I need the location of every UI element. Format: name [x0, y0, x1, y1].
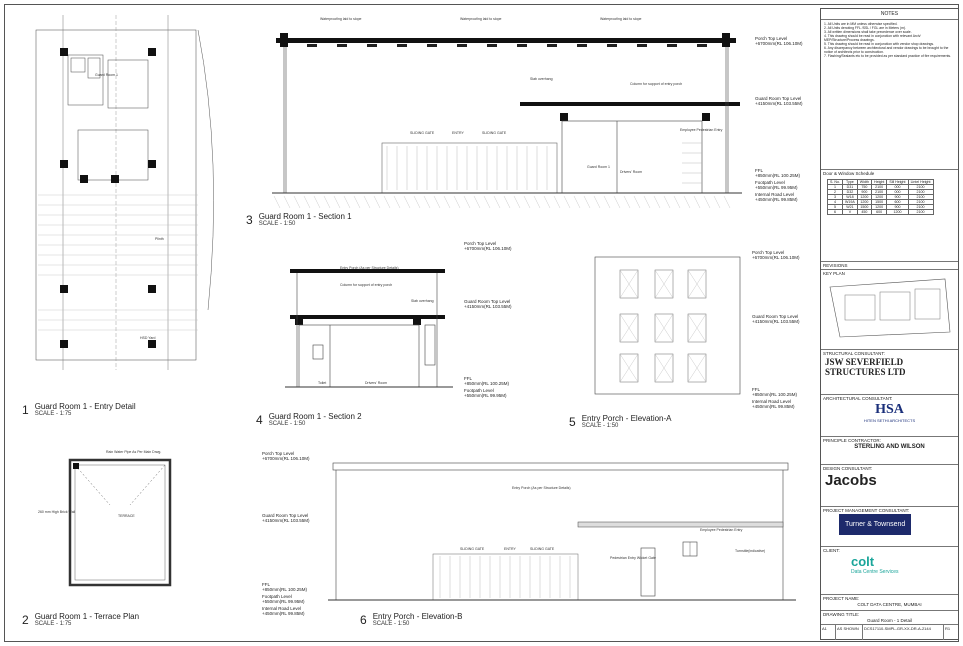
- notes-list: [821, 20, 958, 58]
- client-subtitle: Data Centre Services: [851, 569, 899, 575]
- section2-label-drivers: Drivers' Room: [365, 381, 388, 385]
- schedule-cell: 450: [857, 210, 871, 215]
- schedule-cell: 1200: [871, 205, 886, 210]
- view-number: 3: [246, 212, 253, 227]
- schedule-cell: 2100: [908, 200, 933, 205]
- section1-label-column: Column for support of entry porch: [630, 82, 683, 86]
- note-item: 7. Flashing/Sealants etc to be provided as per standard practice of fire requirements.: [824, 54, 952, 58]
- view-number: 1: [22, 402, 29, 417]
- schedule-cell: 1200: [871, 195, 886, 200]
- elevA-level-guard-top: Guard Room Top Level +4150mm(RL 103.55M): [752, 314, 800, 324]
- contractor-label: PRINCIPLE CONTRACTOR:: [823, 438, 881, 443]
- revisions-section: [821, 261, 958, 269]
- project-name: COLT DATA CENTRE, MUMBAI: [857, 602, 922, 607]
- sheet-scale: AS SHOWN: [836, 625, 863, 640]
- section1-label-drivers: Drivers' Room: [620, 170, 643, 174]
- view-title-2: [22, 612, 139, 627]
- view-name: Guard Room 1 - Section 2: [268, 412, 362, 421]
- section2-label-porch: Entry Porch (As per Structure Details): [340, 266, 399, 270]
- schedule-cell: V: [843, 210, 858, 215]
- elevA-level-ffl: FFL +850mm(RL 100.25M): [752, 387, 797, 397]
- section2-label-column: Column for support of entry porch: [340, 283, 393, 287]
- schedule-cell: 900: [887, 205, 908, 210]
- elevB-level-guard-top: Guard Room Top Level +4150mm(RL 103.55M): [262, 513, 310, 523]
- terrace-label: TERRACE: [118, 514, 135, 518]
- schedule-col: Width: [857, 180, 871, 185]
- schedule-cell: 2100: [908, 190, 933, 195]
- elevB-label-porch: Entry Porch (As per Structure Details): [512, 486, 571, 490]
- revisions-label: REVISIONS: [823, 263, 848, 268]
- schedule-cell: 1500: [857, 205, 871, 210]
- schedule-cell: 1200: [857, 195, 871, 200]
- elevB-label-sliding-2: SLIDING GATE: [530, 547, 555, 551]
- notes-title: NOTES: [821, 9, 958, 20]
- section2-level-porch-top: Porch Top Level +6700mm(RL 106.10M): [464, 241, 512, 251]
- schedule-cell: 1200: [857, 200, 871, 205]
- schedule-col: Sill Height: [887, 180, 908, 185]
- project-label: PROJECT NAME:: [823, 596, 860, 601]
- section1-label-employee: Employee Pedestrian Entry: [680, 128, 723, 132]
- schedule-cell: W19A: [843, 200, 858, 205]
- pm-label: PROJECT MANAGEMENT CONSULTANT:: [823, 508, 910, 513]
- schedule-cell: 2: [828, 190, 843, 195]
- architect-logo: HSA: [875, 402, 904, 417]
- schedule-cell: 2100: [871, 190, 886, 195]
- schedule-cell: 2100: [908, 210, 933, 215]
- plan-label-plinth: Plinth: [155, 237, 164, 241]
- elevB-level-porch-top: Porch Top Level +6700mm(RL 106.10M): [262, 451, 310, 461]
- note-item: 6. Any discrepancy between architectural and vendor drawings to be brought to the notice of architects prior to construction.: [824, 46, 949, 54]
- elevA-level-porch-top: Porch Top Level +6700mm(RL 106.10M): [752, 250, 800, 260]
- view-scale: SCALE - 1:50: [268, 421, 306, 427]
- schedule-col: Type: [843, 180, 858, 185]
- architect-name: HITEN SETHI ARCHITECTS: [863, 418, 916, 423]
- view-name: Guard Room 1 - Section 1: [258, 212, 352, 221]
- pm-consultant-section: [821, 506, 958, 547]
- view-title-3: [246, 212, 352, 227]
- view-scale: SCALE - 1:50: [372, 621, 410, 627]
- elevB-label-entry: ENTRY: [504, 547, 516, 551]
- terrace-label-rain-pipe: Rain Water Pipe As Per Main Drwg.: [106, 450, 162, 454]
- view-title-6: [360, 612, 463, 627]
- schedule-cell: 2100: [908, 195, 933, 200]
- view-name: Guard Room 1 - Entry Detail: [34, 402, 136, 411]
- terrace-plan: [65, 455, 175, 595]
- schedule-cell: 5: [828, 205, 843, 210]
- contractor-section: [821, 436, 958, 465]
- client-logo: colt: [851, 554, 875, 569]
- section2-level-footpath: Footpath Level +550mm(RL 99.95M): [464, 388, 507, 398]
- schedule-cell: 600: [871, 210, 886, 215]
- section1-level-porch-top: Porch Top Level +6700mm(RL 106.10M): [755, 36, 803, 46]
- schedule-cell: D31: [843, 185, 858, 190]
- schedule-cell: 3: [828, 195, 843, 200]
- section1-label-guard: Guard Room 1: [587, 165, 610, 169]
- schedule-cell: 900: [887, 195, 908, 200]
- section2-label-toilet: Toilet: [318, 381, 327, 385]
- section-1-drawing: [262, 18, 752, 218]
- view-title-5: [569, 414, 672, 429]
- drawing-title: Guard Room - 1 Detail: [866, 618, 913, 623]
- structural-label: STRUCTURAL CONSULTANT:: [823, 351, 885, 356]
- schedule-cell: W21: [843, 205, 858, 210]
- design-label: DESIGN CONSULTANT:: [823, 466, 873, 471]
- view-scale: SCALE - 1:50: [258, 221, 296, 227]
- view-title-1: [22, 402, 136, 417]
- drawing-title-section: [821, 610, 958, 625]
- section1-label-entry: ENTRY: [452, 131, 464, 135]
- schedule-cell: 2100: [871, 185, 886, 190]
- schedule-table: [827, 179, 934, 215]
- door-window-schedule: [821, 169, 958, 217]
- section2-label-slab: Slab overhang: [411, 299, 434, 303]
- client-section: [821, 546, 958, 595]
- plan-label-guard-room: Guard Room 1: [95, 73, 118, 77]
- view-name: Entry Porch - Elevation-A: [581, 414, 672, 423]
- structural-consultant-section: [821, 349, 958, 395]
- view-scale: SCALE - 1:50: [581, 423, 619, 429]
- plan-label-hsd-yard: HSD Yard: [140, 336, 156, 340]
- section1-label-sliding-2: SLIDING GATE: [482, 131, 507, 135]
- view-name: Guard Room 1 - Terrace Plan: [34, 612, 140, 621]
- sheet-size: A1: [821, 625, 836, 640]
- view-number: 6: [360, 612, 367, 627]
- note-item: 2. All Units denoting FFL /SSL / FGL are in Meters (m).: [824, 26, 906, 30]
- elevation-a-drawing: [590, 252, 745, 402]
- elevB-label-sliding-1: SLIDING GATE: [460, 547, 485, 551]
- drawing-info-row: [821, 624, 958, 640]
- project-section: [821, 594, 958, 611]
- view-name: Entry Porch - Elevation-B: [372, 612, 463, 621]
- schedule-cell: 6: [828, 210, 843, 215]
- section1-level-footpath: Footpath Level +550mm(RL 99.95M): [755, 180, 798, 190]
- section1-label-slab: Slab overhang: [530, 77, 553, 81]
- schedule-cell: 2100: [908, 185, 933, 190]
- design-consultant-logo: Jacobs: [825, 472, 877, 489]
- schedule-cell: 750: [857, 185, 871, 190]
- note-item: 5. This drawing should be read in conjunction with vendor shop drawings.: [824, 42, 935, 46]
- note-item: 4. This drawing should be read in conjunction with relevant Arch/ MEP/Structure/Process drawings.: [824, 34, 921, 42]
- section1-label-waterproof-1: Waterproofing laid to slope: [320, 17, 362, 21]
- schedule-cell: 1500: [871, 200, 886, 205]
- section1-level-ffl: FFL +850mm(RL 100.25M): [755, 168, 800, 178]
- schedule-col: Height: [871, 180, 886, 185]
- schedule-row: [828, 210, 934, 215]
- elevB-level-footpath: Footpath Level +550mm(RL 99.95M): [262, 594, 305, 604]
- section1-level-guard-top: Guard Room Top Level +4150mm(RL 103.55M): [755, 96, 803, 106]
- design-consultant-section: [821, 464, 958, 507]
- view-title-4: [256, 412, 362, 427]
- schedule-cell: 000: [887, 190, 908, 195]
- architect-section: [821, 394, 958, 437]
- schedule-col: Lintel Height: [908, 180, 933, 185]
- view-scale: SCALE - 1:75: [34, 411, 72, 417]
- schedule-cell: 900: [857, 190, 871, 195]
- client-label: CLIENT:: [823, 548, 840, 553]
- elevation-b-drawing: [328, 458, 798, 608]
- key-plan-drawing: [825, 277, 955, 339]
- elevB-level-ffl: FFL +850mm(RL 100.25M): [262, 582, 307, 592]
- title-block: [820, 8, 959, 640]
- elevB-label-employee: Employee Pedestrian Entry: [700, 528, 743, 532]
- structural-consultant-logo: JSW SEVERFIELD STRUCTURES LTD: [825, 357, 906, 377]
- schedule-cell: 000: [887, 185, 908, 190]
- section2-level-guard-top: Guard Room Top Level +4150mm(RL 103.55M): [464, 299, 512, 309]
- elevB-label-pedestrian: Pedestrian Entry Wicket Gate: [610, 556, 656, 560]
- view-number: 5: [569, 414, 576, 429]
- key-plan-label: KEY PLAN: [823, 271, 845, 276]
- terrace-label-parapet: 260 mm High Brick Wall: [38, 510, 76, 514]
- schedule-cell: D32: [843, 190, 858, 195]
- architect-label: ARCHITECTURAL CONSULTANT:: [823, 396, 893, 401]
- drawing-title-label: DRAWING TITLE:: [823, 612, 860, 617]
- schedule-cell: 1: [828, 185, 843, 190]
- schedule-title: Door & Window Schedule: [823, 171, 875, 176]
- view-scale: SCALE - 1:75: [34, 621, 72, 627]
- schedule-col: S. No.: [828, 180, 843, 185]
- schedule-cell: 4: [828, 200, 843, 205]
- revision-number: R1: [945, 626, 951, 631]
- schedule-cell: 1200: [887, 210, 908, 215]
- contractor-name: STERLING AND WILSON: [854, 444, 925, 450]
- schedule-cell: W18: [843, 195, 858, 200]
- section1-label-waterproof-2: Waterproofing laid to slope: [460, 17, 502, 21]
- schedule-cell: 2100: [908, 205, 933, 210]
- note-item: 3. All written dimensions shall take precedence over scale.: [824, 30, 912, 34]
- entry-detail-plan: [8, 10, 233, 405]
- section1-label-sliding-1: SLIDING GATE: [410, 131, 435, 135]
- view-number: 4: [256, 412, 263, 427]
- section1-level-road: Internal Road Level +450mm(RL 99.85M): [755, 192, 798, 202]
- elevA-level-road: Internal Road Level +450mm(RL 99.85M): [752, 399, 795, 409]
- schedule-cell: 600: [887, 200, 908, 205]
- section2-level-ffl: FFL +850mm(RL 100.25M): [464, 376, 509, 386]
- elevB-level-road: Internal Road Level +450mm(RL 99.85M): [262, 606, 305, 616]
- drawing-number: DCS17110-SMPL-GR-XX-DR-A-2144: [863, 625, 944, 640]
- elevB-label-turnstile: Turnstile(indicative): [735, 549, 766, 553]
- section1-label-waterproof-3: Waterproofing laid to slope: [600, 17, 642, 21]
- note-item: 1. All Units are in MM unless otherwise specified.: [824, 22, 898, 26]
- view-number: 2: [22, 612, 29, 627]
- pm-consultant-logo: Turner & Townsend: [839, 514, 911, 535]
- key-plan-section: [821, 269, 958, 350]
